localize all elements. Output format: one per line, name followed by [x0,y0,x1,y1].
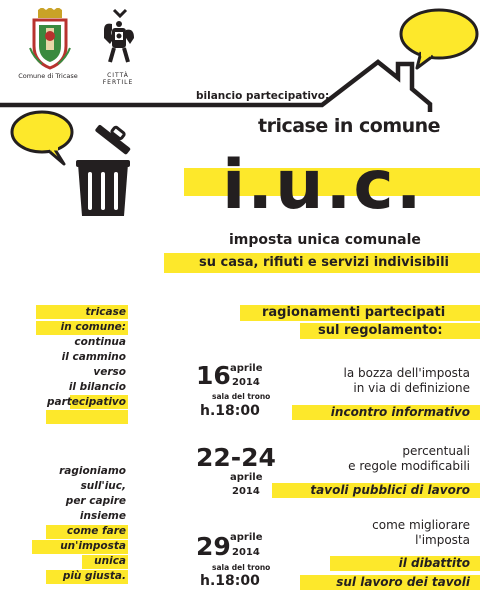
left-line: in comune: [60,321,126,333]
left-line: il cammino [61,351,126,363]
iuc-title: i.u.c. [222,146,424,225]
trash-can-icon [70,122,140,222]
event-year: 2014 [232,547,260,558]
event-desc-line: la bozza dell'imposta [343,366,470,380]
comune-label: Comune di Tricase [18,72,78,80]
left-line: partecipativo [46,396,126,408]
left-line: tricase [85,306,126,318]
event-desc-line: in via di definizione [353,381,470,395]
event-day: 22-24 [196,443,276,472]
left-line: il bilancio [68,381,126,393]
event-time: h.18:00 [200,403,260,419]
left-line: sull'iuc, [80,480,126,492]
event-tag: il dibattito [398,556,470,570]
event-year: 2014 [232,486,260,497]
speech-bubble-icon [395,6,485,76]
event-day: 29 [196,532,231,561]
event-desc [372,518,470,548]
event-day: 16 [196,361,231,390]
left-block-1 [47,305,126,410]
imposta-title: imposta unica comunale [229,232,421,248]
left-line: come fare [66,525,126,537]
left-line: ragioniamo [59,465,126,477]
event-desc-line: l'imposta [415,533,470,547]
event-year: 2014 [232,377,260,388]
left-line: per capire [65,495,126,507]
tricase-in-comune-title: tricase in comune [258,115,441,137]
citta-fertile-label: CITTÀ FERTILE [102,72,134,86]
event-time: h.18:00 [200,573,260,589]
subtitle: su casa, rifiuti e servizi indivisibili [199,255,449,270]
event-desc-line: come migliorare [372,518,470,532]
bilancio-label: bilancio partecipativo: [196,90,330,102]
left-highlight-band [46,410,128,424]
event-desc [344,366,471,396]
left-line: insieme [79,510,126,522]
event-desc-line: e regole modificabili [348,459,470,473]
heading-line-1: ragionamenti partecipati [262,305,446,320]
event-tag: tavoli pubblici di lavoro [310,483,470,497]
left-line: verso [93,366,126,378]
event-tag: incontro informativo [330,405,470,419]
left-line: più giusta. [62,570,126,582]
event-venue: sala del trono [212,392,271,401]
event-month: aprile [230,472,263,483]
left-line: un'imposta [60,540,126,552]
heading-line-2: sul regolamento: [318,323,443,338]
event-month: aprile [230,363,263,374]
event-month: aprile [230,532,263,543]
left-line: continua [74,336,126,348]
left-block-2 [59,464,126,584]
event-desc-line: percentuali [402,444,470,458]
event-venue: sala del trono [212,563,271,572]
left-line: unica [94,555,126,567]
event-tag: sul lavoro dei tavoli [336,575,470,589]
event-desc [348,444,470,474]
